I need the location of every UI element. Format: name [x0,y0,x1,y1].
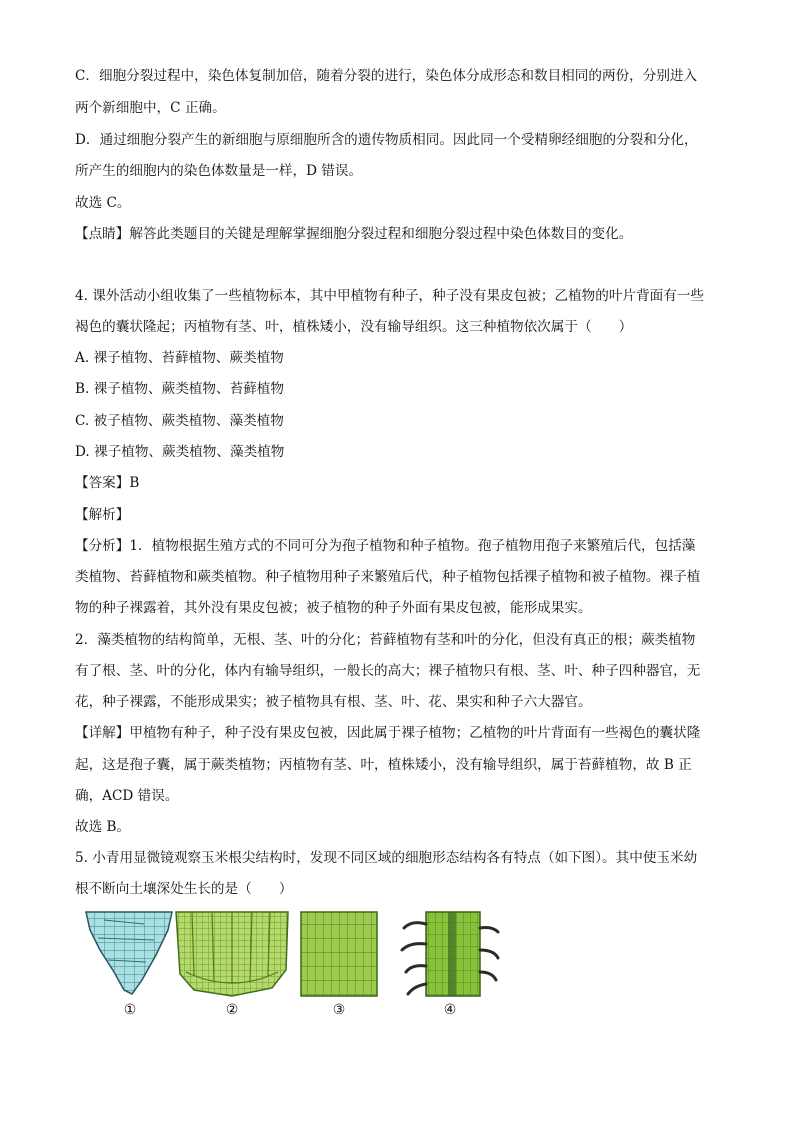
q4-analysis-label: 【解析】 [75,507,130,523]
q5-stem-line1: 5. 小青用显微镜观察玉米根尖结构时，发现不同区域的细胞形态结构各有特点（如下图）。其中使玉米幼 [75,850,698,866]
q4-choice: 故选 B。 [75,819,131,835]
figure-caption-2: ② [225,1002,239,1018]
q4-analysis-line: 2．藻类植物的结构简单，无根、茎、叶的分化；苔藓植物有茎和叶的分化，但没有真正的根；蕨类植物 [75,632,696,648]
figure-caption-3: ③ [332,1002,346,1018]
q3-option-d-line2: 所产生的细胞内的染色体数量是一样，D 错误。 [75,163,363,179]
q4-option-b: B. 裸子植物、蕨类植物、苔藓植物 [75,381,284,397]
q4-detail-line: 确，ACD 错误。 [75,788,179,804]
q3-tip: 【点睛】解答此类题目的关键是理解掌握细胞分裂过程和细胞分裂过程中染色体数目的变化。 [75,226,633,242]
q4-option-a: A. 裸子植物、苔藓植物、蕨类植物 [75,350,284,366]
q4-stem-line2: 褐色的囊状隆起；丙植物有茎、叶，植株矮小，没有输导组织。这三种植物依次属于（ ） [75,319,633,335]
q4-analysis-line: 【分析】1．植物根据生殖方式的不同可分为孢子植物和种子植物。孢子植物用孢子来繁殖后代，包括藻 [75,538,696,554]
q4-detail-line: 【详解】甲植物有种子，种子没有果皮包被，因此属于裸子植物；乙植物的叶片背面有一些褐色的囊状隆 [75,725,701,741]
figure-caption-4: ④ [443,1002,457,1018]
q3-option-d-line1: D．通过细胞分裂产生的新细胞与原细胞所含的遗传物质相同。因此同一个受精卵经细胞的分裂和分化， [75,132,698,148]
q4-option-c: C. 被子植物、蕨类植物、藻类植物 [75,413,284,429]
root-tip-figures [84,910,514,1020]
q4-analysis-line: 物的种子裸露着，其外没有果皮包被；被子植物的种子外面有果皮包被，能形成果实。 [75,600,592,616]
elongation-zone-image [299,910,379,998]
meristem-zone-image [172,910,292,998]
q5-stem-line2: 根不断向土壤深处生长的是（ ） [75,881,293,897]
maturation-zone-image [400,910,500,998]
q3-option-c-line1: C．细胞分裂过程中，染色体复制加倍，随着分裂的进行，染色体分成形态和数目相同的两份，分别进入 [75,68,698,84]
q4-analysis-line: 有了根、茎、叶的分化，体内有输导组织，一般长的高大；裸子植物只有根、茎、叶、种子四种器官，无 [75,663,701,679]
q4-detail-line: 起，这是孢子囊，属于蕨类植物；丙植物有茎、叶，植株矮小，没有输导组织，属于苔藓植物，故 B 正 [75,757,692,773]
q4-stem-line1: 4. 课外活动小组收集了一些植物标本，其中甲植物有种子，种子没有果皮包被；乙植物的叶片背面有一些 [75,288,705,304]
q3-option-c-line2: 两个新细胞中，C 正确。 [75,100,226,116]
q3-choice: 故选 C。 [75,195,131,211]
root-cap-image [84,910,174,998]
figure-caption-1: ① [123,1002,137,1018]
q4-analysis-line: 类植物、苔藓植物和蕨类植物。种子植物用种子来繁殖后代，种子植物包括裸子植物和被子植物。裸子植 [75,569,701,585]
q4-analysis-line: 花，种子裸露，不能形成果实；被子植物具有根、茎、叶、花、果实和种子六大器官。 [75,694,592,710]
q4-option-d: D. 裸子植物、蕨类植物、藻类植物 [75,444,285,460]
q4-answer: 【答案】B [75,475,140,491]
